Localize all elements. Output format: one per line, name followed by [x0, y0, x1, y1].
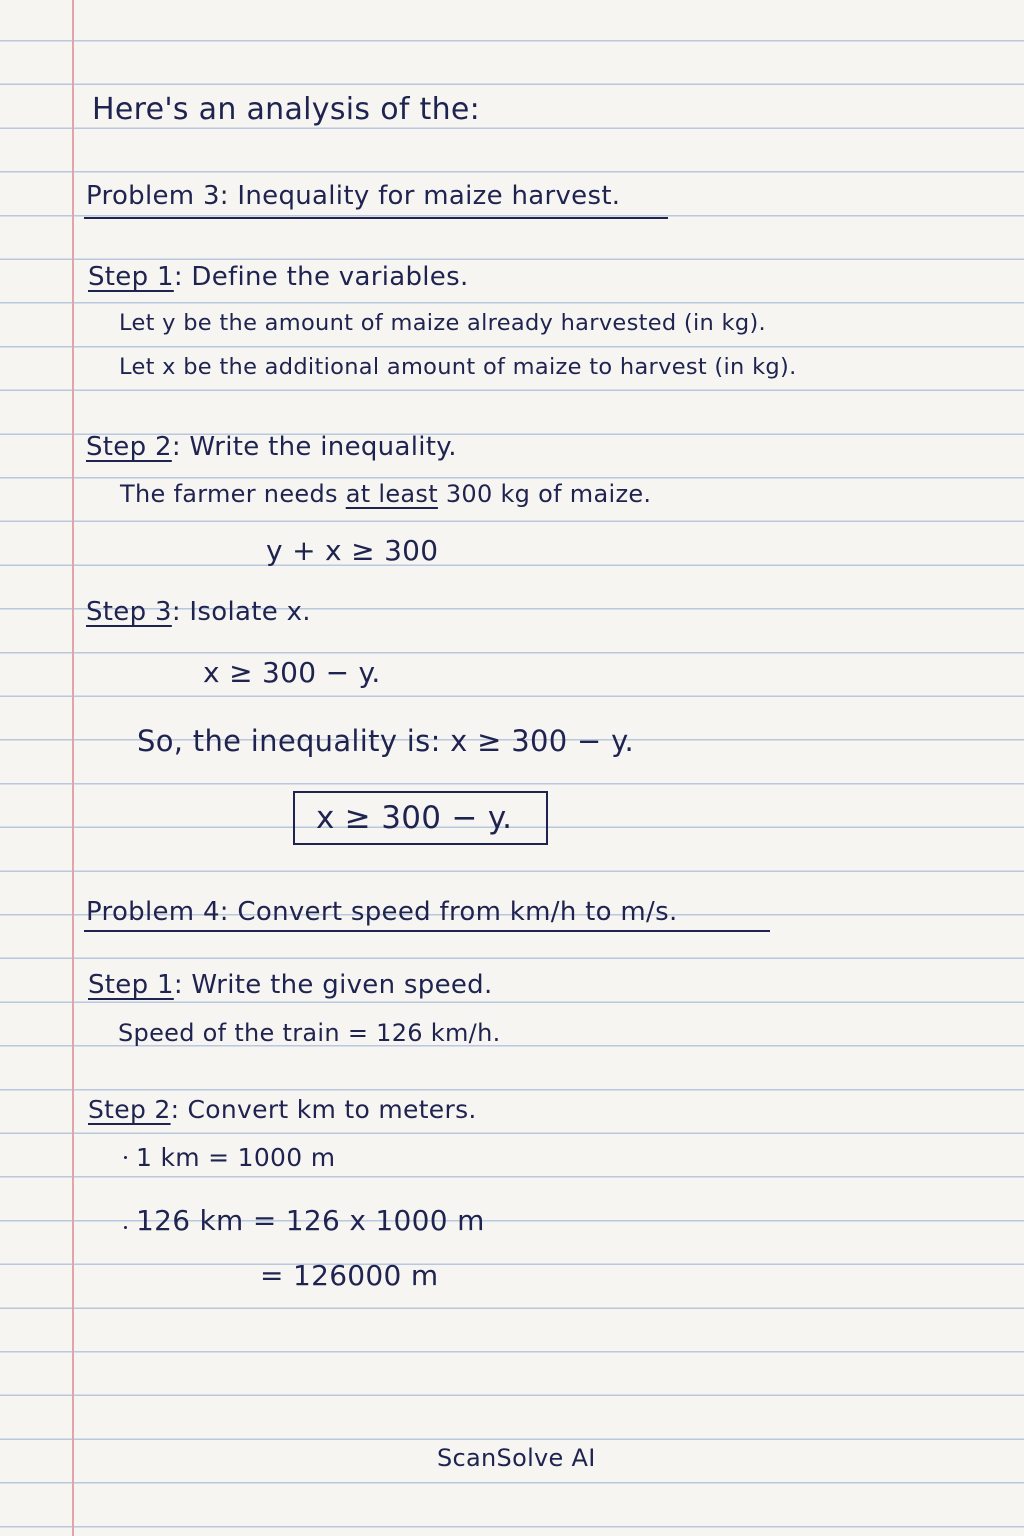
- p4-step2-label: Step 2: [88, 1095, 171, 1124]
- p3-step1-line1: Let y be the amount of maize already harvested (in kg).: [119, 310, 766, 336]
- p4-step2-title: : Convert km to meters.: [170, 1095, 477, 1124]
- p4-step1-label: Step 1: [88, 970, 174, 1000]
- margin-line: [72, 0, 74, 1536]
- p3-step2-equation: y + x ≥ 300: [266, 534, 439, 567]
- bullet-dot-1: [124, 1156, 127, 1159]
- p4-step2-line1: 1 km = 1000 m: [136, 1143, 336, 1172]
- p3-step2-line-post: 300 kg of maize.: [437, 480, 652, 508]
- p3-step1-label: Step 1: [88, 262, 174, 292]
- problem3-heading: Problem 3: Inequality for maize harvest.: [86, 181, 621, 211]
- intro-text: Here's an analysis of the:: [92, 92, 481, 127]
- problem3-heading-underline: [84, 217, 668, 219]
- bullet-dot-2: [124, 1226, 127, 1229]
- p3-step1-line2: Let x be the additional amount of maize to harvest (in kg).: [119, 354, 797, 380]
- p3-step2-line: [120, 480, 651, 508]
- footer-brand: ScanSolve AI: [437, 1444, 596, 1472]
- problem4-heading-underline: [84, 930, 770, 932]
- p3-step2-title: : Write the inequality.: [171, 432, 457, 462]
- p4-step1-line: Speed of the train = 126 km/h.: [118, 1019, 501, 1047]
- p3-step3-title: : Isolate x.: [171, 597, 311, 627]
- p3-step2-label: Step 2: [86, 432, 172, 462]
- p3-step1-title: : Define the variables.: [173, 262, 469, 292]
- p3-step2-line-pre: The farmer needs: [120, 480, 346, 508]
- p4-step2-line3: = 126000 m: [260, 1259, 439, 1292]
- p4-step2-heading: [88, 1095, 477, 1124]
- p3-step1-heading: [88, 262, 469, 292]
- answer-box-text: x ≥ 300 − y.: [316, 800, 513, 836]
- problem4-heading: Problem 4: Convert speed from km/h to m/s.: [86, 897, 678, 927]
- p3-step3-conclusion: So, the inequality is: x ≥ 300 − y.: [137, 724, 634, 758]
- p3-step2-line-emph: at least: [345, 480, 438, 508]
- p3-step2-heading: [86, 432, 457, 462]
- p4-step2-line2: 126 km = 126 x 1000 m: [136, 1204, 485, 1237]
- p4-step1-title: : Write the given speed.: [173, 970, 493, 1000]
- p3-step3-equation: x ≥ 300 − y.: [203, 656, 381, 689]
- p3-step3-heading: [86, 597, 311, 627]
- p3-step3-label: Step 3: [86, 597, 172, 627]
- p4-step1-heading: [88, 970, 493, 1000]
